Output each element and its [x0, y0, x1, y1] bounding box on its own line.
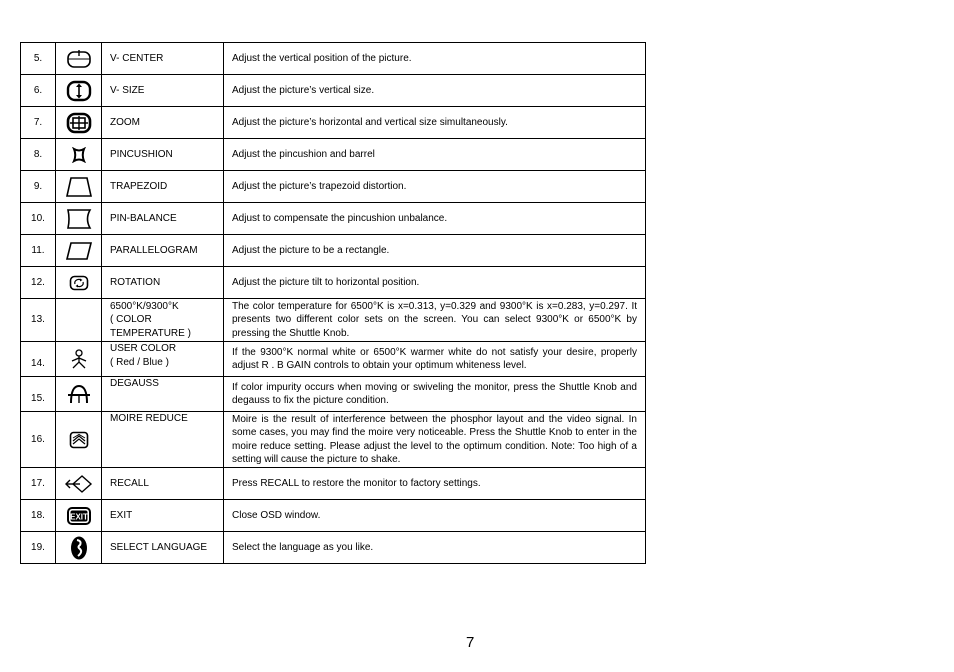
table-row [21, 75, 646, 107]
function-description: Close OSD window. [224, 500, 646, 532]
select-language-icon [56, 535, 101, 561]
trapezoid-icon [56, 176, 101, 198]
table-row [21, 377, 646, 412]
function-description: Adjust the picture’s vertical size. [224, 75, 646, 107]
function-name: SELECT LANGUAGE [102, 532, 224, 564]
table-row [21, 203, 646, 235]
function-description: Press RECALL to restore the monitor to factory settings. [224, 468, 646, 500]
function-name [102, 342, 224, 377]
v-size-icon [56, 80, 101, 102]
table-row [21, 532, 646, 564]
recall-icon [56, 474, 101, 494]
row-number: 13. [21, 299, 56, 342]
function-name: RECALL [102, 468, 224, 500]
function-name-line: TEMPERATURE ) [110, 327, 191, 339]
table-row [21, 171, 646, 203]
row-number: 9. [21, 171, 56, 203]
table-row [21, 43, 646, 75]
row-number: 11. [21, 235, 56, 267]
row-number: 19. [21, 532, 56, 564]
row-number: 5. [21, 43, 56, 75]
function-description: Adjust the picture’s trapezoid distortion. [224, 171, 646, 203]
table-row [21, 139, 646, 171]
table-row [21, 500, 646, 532]
page-number: 7 [466, 634, 475, 651]
pin-balance-icon [56, 208, 101, 230]
table-row [21, 342, 646, 377]
function-name: TRAPEZOID [102, 171, 224, 203]
row-number: 10. [21, 203, 56, 235]
v-center-icon [56, 49, 101, 69]
function-description: Moire is the result of interference between the phosphor layout and the video signal. In some cases, you may find the moire very noticeable. Press the Shuttle Knob to enter in the moire reduce setting. Please adjust the level to the optimum condition. Note: Too high of a setting will cause the picture to shake. [224, 412, 646, 468]
function-name: EXIT [102, 500, 224, 532]
table-row [21, 299, 646, 342]
row-number: 17. [21, 468, 56, 500]
osd-function-table [20, 42, 646, 564]
function-name: PINCUSHION [102, 139, 224, 171]
function-name [102, 299, 224, 342]
function-name-line: 6500°K/9300°K [110, 300, 179, 312]
exit-icon-text: EXIT [69, 512, 88, 521]
function-name: PIN-BALANCE [102, 203, 224, 235]
row-number: 6. [21, 75, 56, 107]
table-row [21, 235, 646, 267]
function-name: DEGAUSS [102, 377, 224, 412]
function-description: Adjust the picture’s horizontal and vertical size simultaneously. [224, 107, 646, 139]
row-number: 16. [21, 412, 56, 468]
row-number: 15. [21, 377, 56, 412]
function-name: ROTATION [102, 267, 224, 299]
table-row [21, 267, 646, 299]
table-row [21, 107, 646, 139]
row-number: 12. [21, 267, 56, 299]
exit-icon [56, 506, 101, 526]
pincushion-icon [56, 147, 101, 163]
parallelogram-icon [56, 241, 101, 261]
row-number: 8. [21, 139, 56, 171]
row-number: 18. [21, 500, 56, 532]
function-name: V- CENTER [102, 43, 224, 75]
function-description: Adjust the vertical position of the picture. [224, 43, 646, 75]
function-name-line: ( COLOR [110, 314, 152, 326]
function-name: PARALLELOGRAM [102, 235, 224, 267]
moire-reduce-icon [56, 431, 101, 449]
function-name-line: USER COLOR [110, 343, 177, 354]
function-name-line: ( Red / Blue ) [110, 356, 169, 368]
table-row [21, 412, 646, 468]
row-number: 7. [21, 107, 56, 139]
function-description: Adjust the picture to be a rectangle. [224, 235, 646, 267]
function-description: Adjust the pincushion and barrel [224, 139, 646, 171]
user-color-icon [56, 349, 101, 369]
function-description: The color temperature for 6500°K is x=0.313, y=0.329 and 9300°K is x=0.283, y=0.297. It presents two different color sets on the screen. You can select 9300°K or 6500°K by pressing the Shuttle Knob. [224, 299, 646, 342]
function-description: Adjust to compensate the pincushion unbalance. [224, 203, 646, 235]
function-description: If color impurity occurs when moving or swiveling the monitor, press the Shuttle Knob and degauss to fix the picture condition. [224, 377, 646, 412]
function-description: Adjust the picture tilt to horizontal position. [224, 267, 646, 299]
function-name: V- SIZE [102, 75, 224, 107]
row-number: 14. [21, 342, 56, 377]
function-name: ZOOM [102, 107, 224, 139]
zoom-icon [56, 112, 101, 134]
table-row [21, 468, 646, 500]
function-description: If the 9300°K normal white or 6500°K warmer white do not satisfy your desire, properly adjust R . B GAIN controls to obtain your optimum whiteness level. [224, 342, 646, 377]
function-name: MOIRE REDUCE [102, 412, 224, 468]
function-description: Select the language as you like. [224, 532, 646, 564]
rotation-icon [56, 275, 101, 291]
degauss-icon [56, 383, 101, 405]
